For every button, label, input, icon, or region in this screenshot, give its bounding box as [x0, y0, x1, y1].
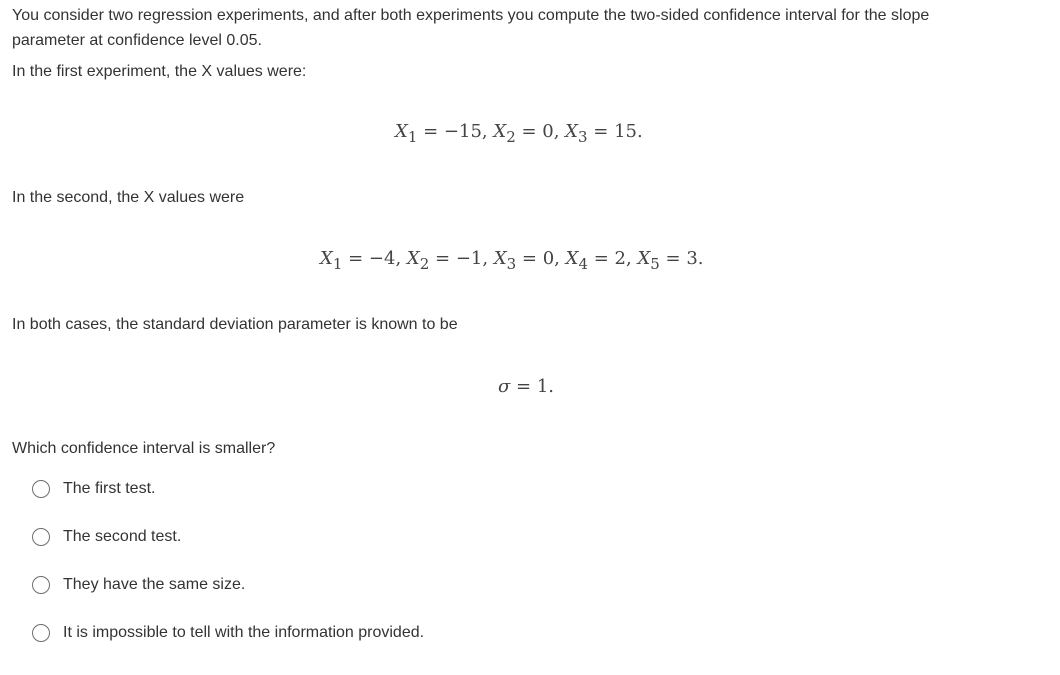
question-intro-line-1: You consider two regression experiments, and after both experiments you compute the two-sided confidence interval for the slope: [12, 7, 930, 24]
second-experiment-label: In the second, the X values were: [12, 189, 245, 206]
question-intro-line-2: parameter at confidence level 0.05.: [12, 32, 262, 49]
first-x-values-equation: $X_1 = -15$, $X_2 = 0$, $X_3 = 15$.: [395, 121, 643, 146]
radio-button[interactable]: [32, 576, 50, 594]
option-label: The second test.: [63, 528, 182, 545]
option-second-test[interactable]: [32, 526, 181, 548]
sigma-statement: In both cases, the standard deviation parameter is known to be: [12, 316, 458, 333]
question-prompt: Which confidence interval is smaller?: [12, 440, 276, 457]
radio-button[interactable]: [32, 624, 50, 642]
radio-button[interactable]: [32, 480, 50, 498]
option-impossible-to-tell[interactable]: [32, 622, 424, 644]
option-label: They have the same size.: [63, 576, 246, 593]
option-same-size[interactable]: [32, 574, 245, 596]
first-experiment-label: In the first experiment, the X values were:: [12, 63, 307, 80]
radio-button[interactable]: [32, 528, 50, 546]
option-label: It is impossible to tell with the information provided.: [63, 624, 425, 641]
sigma-equation: σ = 1.: [498, 376, 555, 397]
option-label: The first test.: [63, 480, 156, 497]
option-first-test[interactable]: [32, 478, 155, 500]
second-x-values-equation: $X_1 = -4$, $X_2 = -1$, $X_3 = 0$, $X_4 = 2$, $X_5 = 3$.: [320, 248, 704, 273]
